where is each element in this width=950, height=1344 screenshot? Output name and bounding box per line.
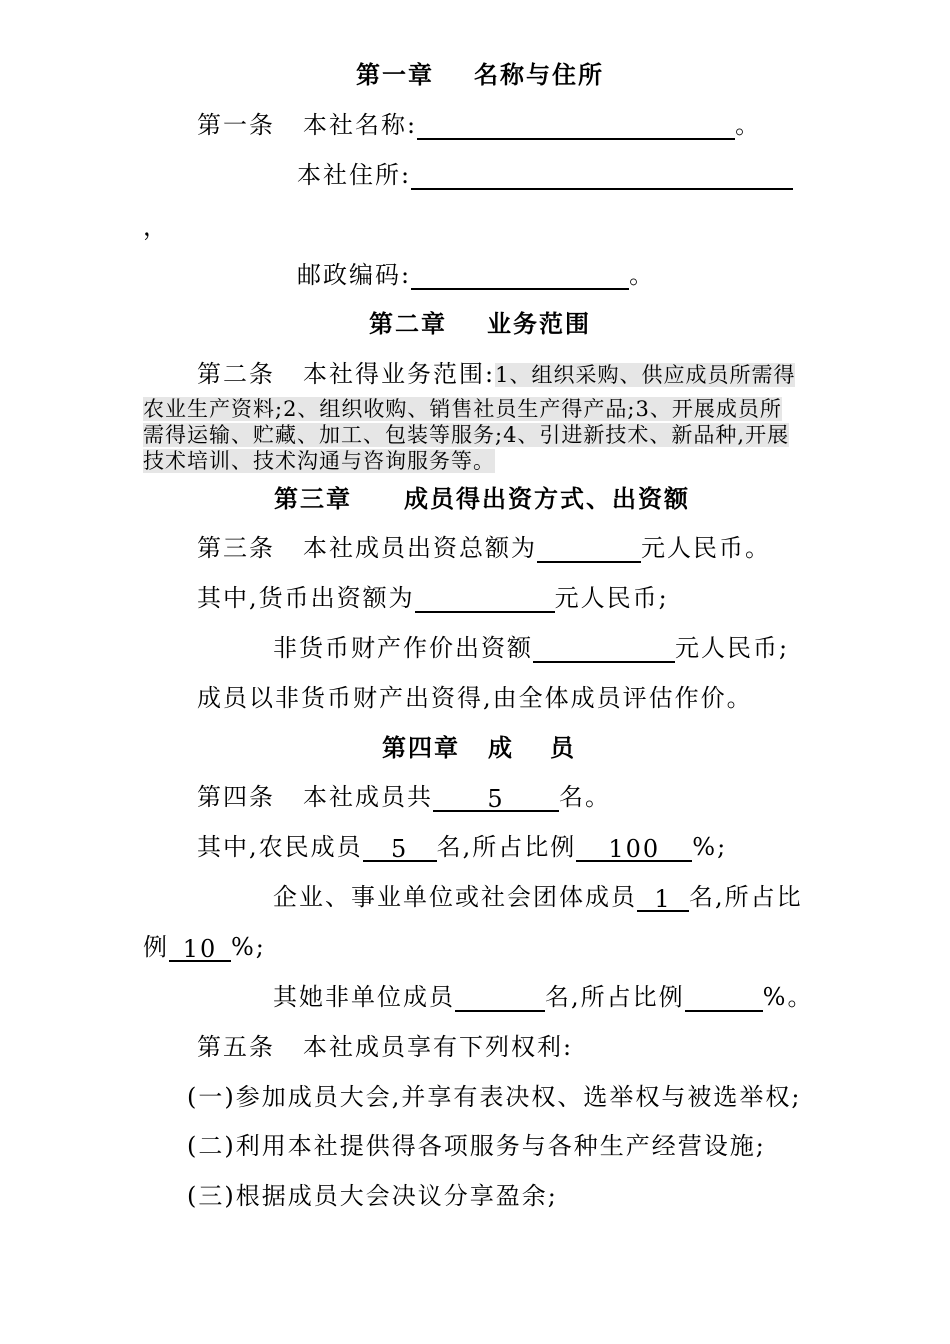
other-members-label: 其她非单位成员	[273, 983, 455, 1011]
postcode-line	[297, 260, 655, 290]
other-ratio-blank[interactable]	[685, 984, 763, 1012]
chapter-2-heading	[369, 309, 591, 339]
org-ratio-label: 例	[143, 933, 169, 961]
scope-line-2	[143, 397, 782, 422]
org-ratio-field[interactable]: 10	[169, 934, 231, 962]
postcode-blank[interactable]	[411, 262, 629, 290]
noncash-contribution-unit: 元人民币;	[675, 634, 790, 662]
address-comma: ，	[143, 213, 169, 241]
chapter-2-number: 第二章	[369, 310, 447, 338]
farmers-label: 其中,农民成员	[197, 833, 363, 861]
valuation-text: 成员以非货币财产出资得,由全体成员评估作价。	[197, 684, 753, 712]
chapter-1-number: 第一章	[356, 61, 434, 89]
noncash-contribution-label: 非货币财产作价出资额	[273, 634, 533, 662]
article-3-label: 第三条	[197, 534, 275, 562]
org-members-label: 企业、事业单位或社会团体成员	[273, 883, 637, 911]
article-1-name-line	[197, 110, 761, 140]
total-contribution-blank[interactable]	[537, 535, 641, 563]
chapter-4-title-b: 员	[550, 734, 576, 762]
members-label: 本社成员共	[303, 783, 433, 811]
cash-contribution-blank[interactable]	[415, 585, 555, 613]
name-end-mark: 。	[735, 111, 762, 139]
members-unit: 名。	[559, 783, 611, 811]
scope-line-4	[143, 449, 495, 474]
article-5-line	[197, 1032, 573, 1062]
chapter-3-title: 成员得出资方式、出资额	[404, 485, 690, 513]
address-blank[interactable]	[411, 162, 793, 190]
right-2: (二)利用本社提供得各项服务与各种生产经营设施;	[187, 1132, 766, 1160]
farmers-pct: %;	[692, 833, 728, 861]
article-5-label: 第五条	[197, 1033, 275, 1061]
chapter-1-heading	[356, 60, 604, 90]
name-label: 本社名称:	[303, 111, 418, 139]
chapter-1-title: 名称与住所	[474, 61, 604, 89]
chapter-3-heading	[274, 484, 690, 514]
scope-line-3	[143, 423, 789, 448]
chapter-2-title: 业务范围	[487, 310, 591, 338]
org-members-mid: 名,所占比	[689, 883, 803, 911]
org-count-field[interactable]: 1	[637, 884, 689, 912]
farmers-line	[197, 832, 727, 862]
cash-contribution-unit: 元人民币;	[554, 584, 669, 612]
postcode-end-mark: 。	[629, 261, 656, 289]
right-1: (一)参加成员大会,并享有表决权、选举权与被选举权;	[187, 1083, 802, 1111]
other-members-line	[273, 982, 813, 1012]
farmers-mid: 名,所占比例	[436, 833, 577, 861]
article-2-intro: 本社得业务范围:	[303, 360, 496, 388]
noncash-contribution-blank[interactable]	[533, 635, 675, 663]
right-3: (三)根据成员大会决议分享盈余;	[187, 1182, 558, 1210]
org-ratio-line	[143, 932, 266, 962]
article-3-line	[197, 533, 771, 563]
total-contribution-unit: 元人民币。	[641, 534, 771, 562]
other-members-mid: 名,所占比例	[545, 983, 685, 1011]
article-5-text: 本社成员享有下列权利:	[303, 1033, 574, 1061]
farmers-count-field[interactable]: 5	[363, 834, 437, 862]
postcode-label: 邮政编码:	[297, 261, 412, 289]
article-1-label: 第一条	[197, 111, 275, 139]
cash-contribution-line	[197, 583, 669, 613]
scope-line-2-text: 农业生产资料;2、组织收购、销售社员生产得产品;3、开展成员所	[143, 397, 782, 421]
members-count-field[interactable]: 5	[433, 784, 559, 812]
total-contribution-label: 本社成员出资总额为	[303, 534, 537, 562]
chapter-4-heading	[382, 733, 576, 763]
org-ratio-pct: %;	[231, 933, 266, 961]
article-4-line	[197, 782, 611, 812]
chapter-4-number: 第四章	[382, 734, 460, 762]
org-members-line	[273, 882, 803, 912]
scope-line-3-text: 需得运输、贮藏、加工、包装等服务;4、引进新技术、新品种,开展	[143, 423, 790, 447]
farmers-ratio-field[interactable]: 100	[576, 834, 692, 862]
noncash-contribution-line	[273, 633, 789, 663]
address-line	[297, 160, 793, 190]
article-2-label: 第二条	[197, 360, 275, 388]
article-2-line	[197, 359, 795, 390]
chapter-4-title-a: 成	[488, 734, 514, 762]
name-blank[interactable]	[417, 112, 735, 140]
other-members-pct: %。	[762, 983, 814, 1011]
other-count-blank[interactable]	[455, 984, 545, 1012]
article-4-label: 第四条	[197, 783, 275, 811]
address-label: 本社住所:	[297, 161, 412, 189]
cash-contribution-label: 其中,货币出资额为	[197, 584, 415, 612]
scope-line-1: 1、组织采购、供应成员所需得	[495, 363, 796, 387]
chapter-3-number: 第三章	[274, 485, 352, 513]
scope-line-4-text: 技术培训、技术沟通与咨询服务等。	[143, 449, 495, 473]
